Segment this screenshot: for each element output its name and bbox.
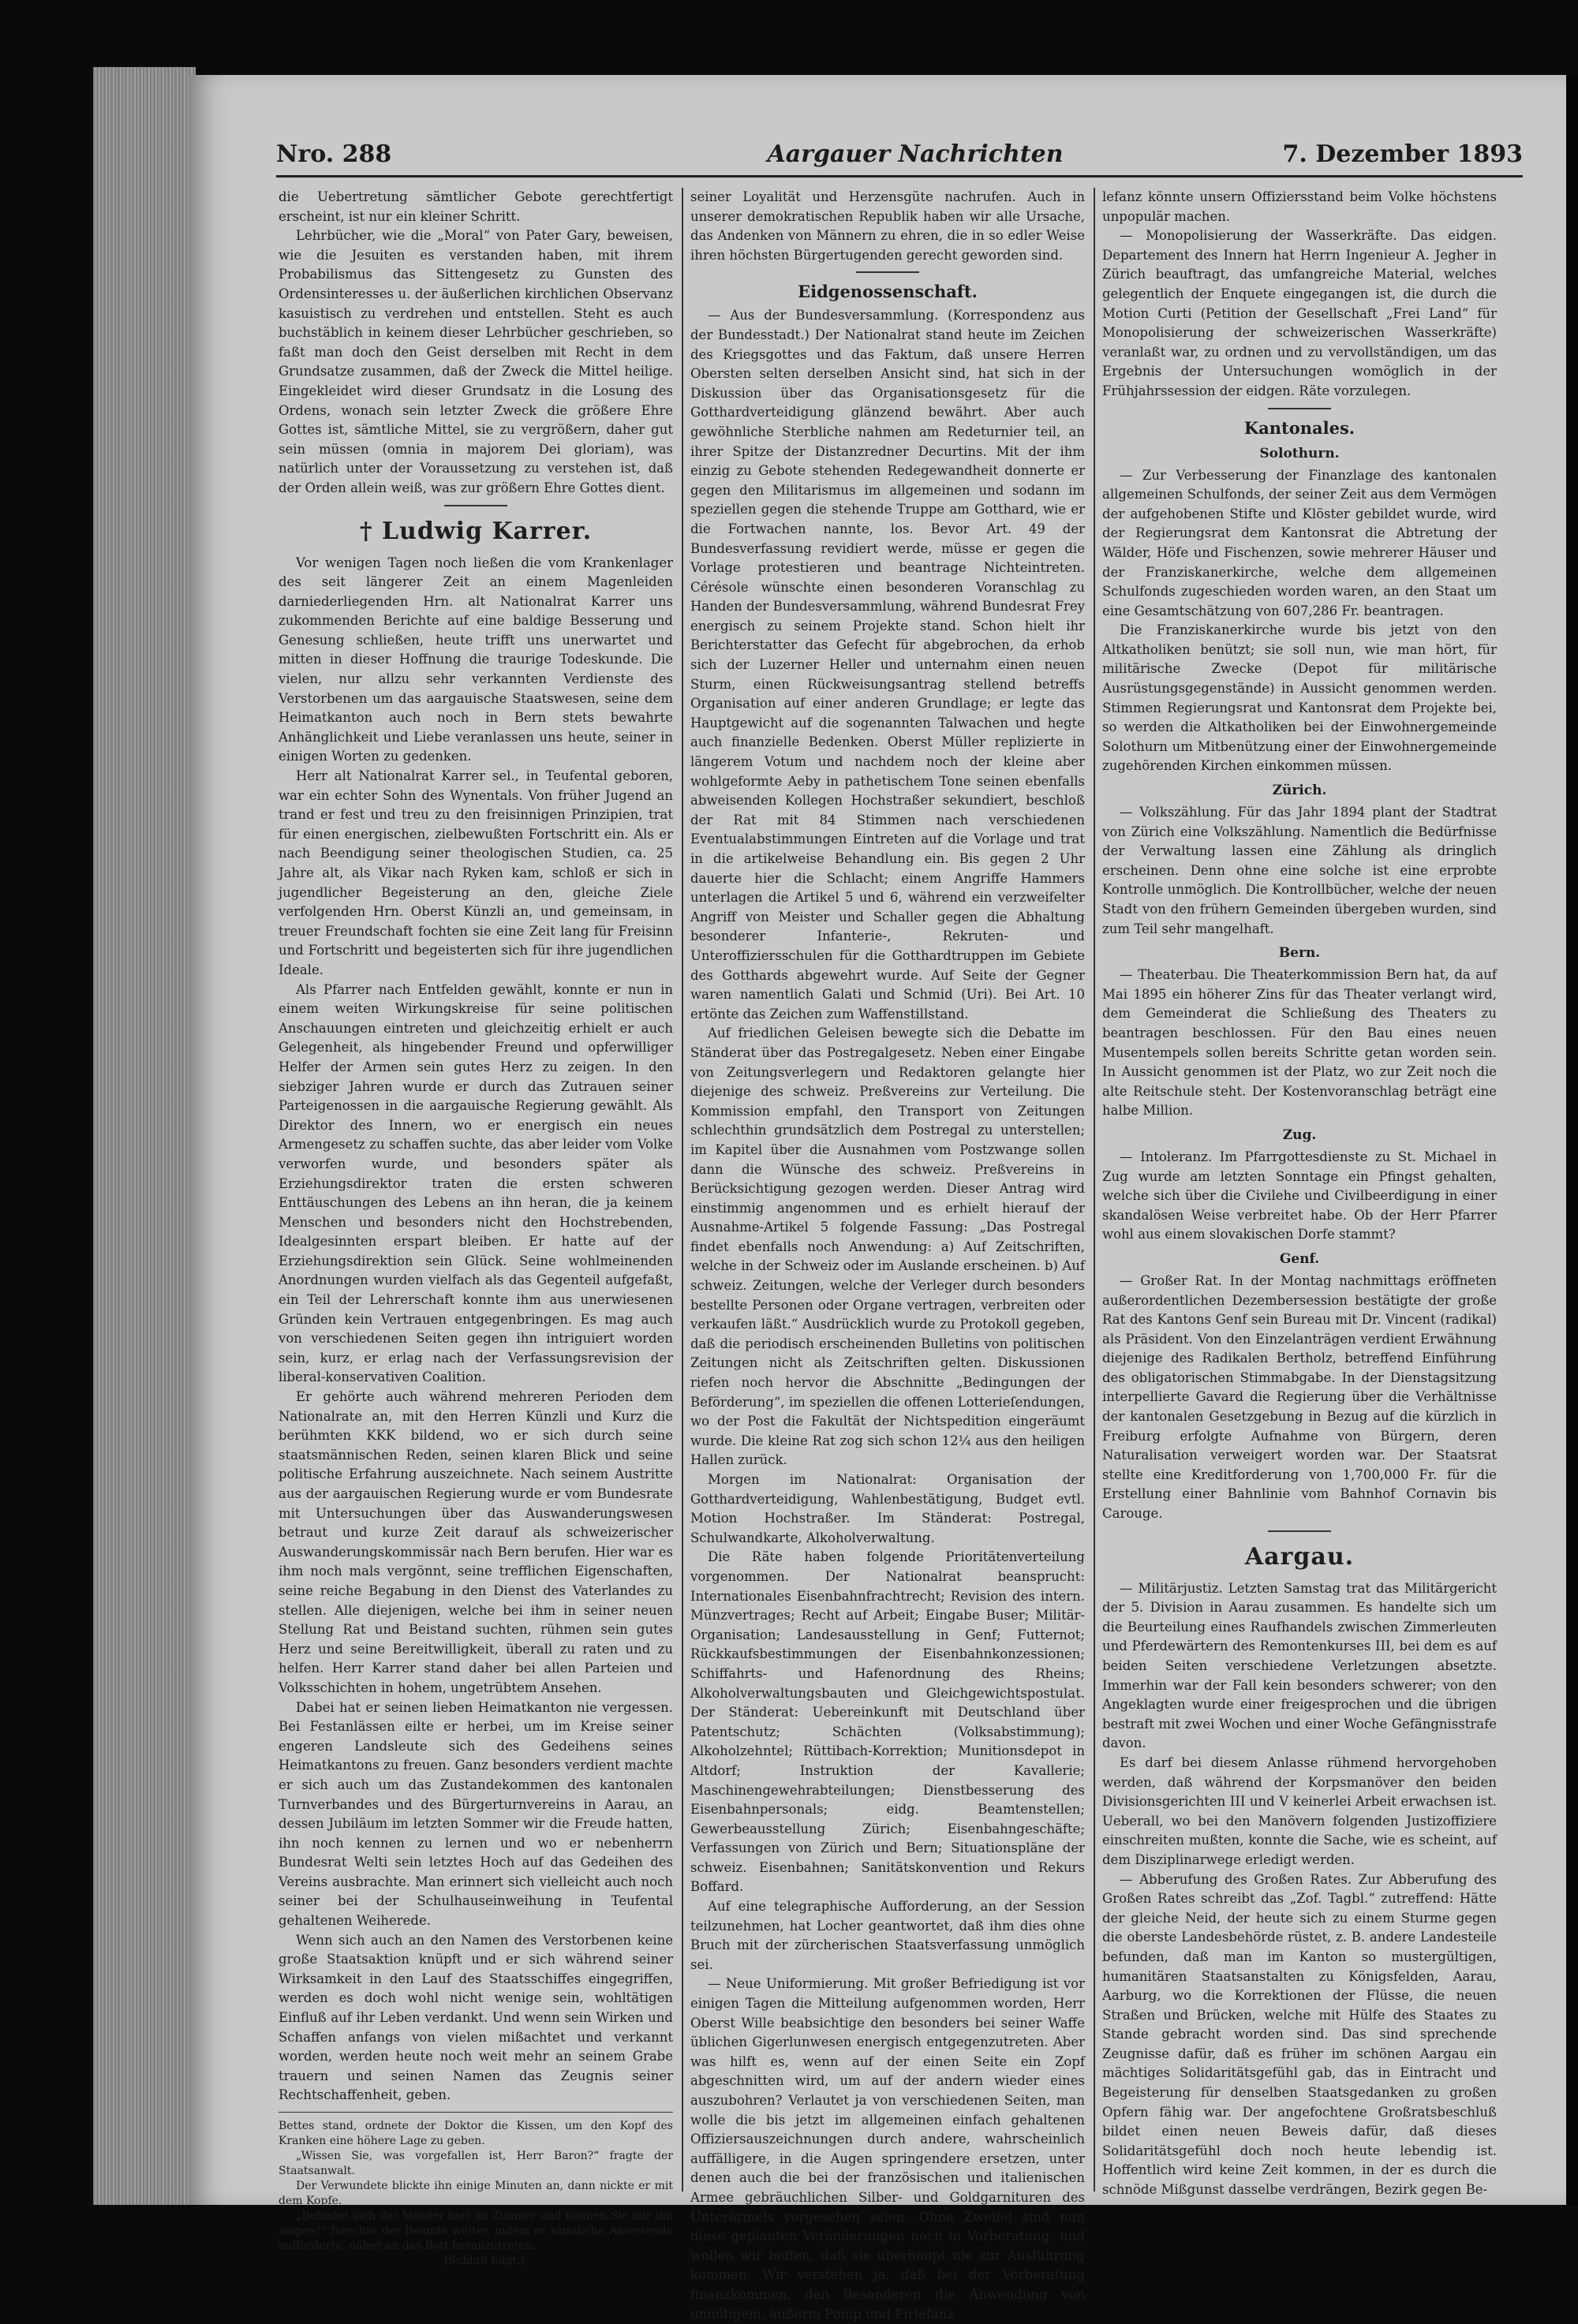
section-title: Aargau. xyxy=(1244,1542,1355,1571)
newspaper-title: Aargauer Nachrichten xyxy=(767,140,1064,168)
feuilleton-text: „Wissen Sie, was vorgefallen ist, Herr Baron?“ fragte der Staatsanwalt. xyxy=(279,2150,673,2177)
section-title: Kantonales. xyxy=(1243,417,1356,438)
book-page-edges xyxy=(93,67,196,2205)
separator xyxy=(1268,408,1331,409)
canton-heading: Zürich. xyxy=(1272,783,1327,799)
paragraph: lefanz könnte unsern Offiziersstand beim Volke höchstens unpopulär machen. xyxy=(1102,189,1497,224)
column-2 xyxy=(690,188,1085,2322)
issue-date: 7. Dezember 1893 xyxy=(1282,140,1523,168)
paragraph: Lehrbücher, wie die „Moral“ von Pater Gary, beweisen, wie die Jesuiten es verstanden haben, mit ihrem Probabilismus das Sittengesetz zu Gunsten des Ordensinteresses u. der äußerlichen kirchlichen Observanz kasuistisch zu verdrehen und entstellen. Steht es auch buchstäblich in keinem dieser Lehrbücher geschrieben, so faßt man doch den Geist derselben mit Recht in dem Grundsatze zusammen, daß der Zweck die Mittel heilige. Eingekleidet wird dieser Grundsatz in die Losung des Ordens, wonach sein letzter Zweck die größere Ehre Gottes ist, sämtliche Mittel, sie zu vergrößern, daher gut sein müssen (omnia in majorem Dei gloriam), was natürlich unter der Voraussetzung zu verstehen ist, daß der Orden allein weiß, was zur größern Ehre Gottes dient. xyxy=(279,228,673,495)
scan-border xyxy=(1566,75,1578,2205)
feuilleton-text: Bettes stand, ordnete der Doktor die Kissen, um den Kopf des Kranken eine höhere Lage zu geben. xyxy=(279,2120,673,2147)
paragraph: Es darf bei diesem Anlasse rühmend hervorgehoben werden, daß während der Korpsmanöver den beiden Divisionsgerichten III und V keinerlei Arbeit erwachsen ist. Ueberall, wo bei den Manövern folgenden Justizoffiziere einschreiten mußten, konnte die Sache, wie es scheint, auf dem Disziplinarwege erledigt werden. xyxy=(1102,1754,1497,1867)
paragraph: — Monopolisierung der Wasserkräfte. Das eidgen. Departement des Innern hat Herrn Ingenieur A. Jegher in Zürich beauftragt, das umfangreiche Material, welches gelegentlich der Enquete eingegangen ist, die durch die Motion Curti (Petition der Gesellschaft „Frei Land“ für Monopolisierung der schweizerischen Wasserkräfte) veranlaßt war, zu ordnen und zu vervollständigen, um das Ergebnis der Untersuchungen womöglich in der Frühjahrssession der eidgen. Räte vorzulegen. xyxy=(1102,228,1497,398)
column-divider xyxy=(682,188,683,2191)
section-title: Eidgenossenschaft. xyxy=(798,282,978,302)
paragraph: Er gehörte auch während mehreren Perioden dem Nationalrate an, mit den Herren Künzli und Kurz die berühmten KKK bildend, wo er sich durch seine staatsmännischen Reden, seinen klaren Blick und seine politische Erfahrung auszeichnete. Nach seinem Austritte aus der aargauischen Regierung wurde er vom Bundesrate mit Untersuchungen über das Auswanderungswesen betraut und kurze Zeit darauf als schweizerischer Auswanderungskommissär nach Bern berufen. Hier war es ihm noch mals vergönnt, seine trefflichen Eigenschaften, seine reiche Begabung in den Dienst des Vaterlandes zu stellen. Alle diejenigen, welche bei ihm in seiner neuen Stellung Rat und Beistand suchten, rühmen sein gutes Herz und seine Bereitwilligkeit, überall zu raten und zu helfen. Herr Karrer stand daher bei allen Parteien und Volksschichten in hohem, ungetrübtem Ansehen. xyxy=(279,1389,673,1695)
column-3 xyxy=(1102,188,1497,2198)
issue-number: Nro. 288 xyxy=(276,140,392,168)
canton-heading: Bern. xyxy=(1278,945,1321,962)
paragraph: — Militärjustiz. Letzten Samstag trat das Militärgericht der 5. Division in Aarau zusammen. Es handelte sich um die Beurteilung eines Raufhandels zwischen Zimmerleuten und Pferdewärtern des Remontenkurses III, bei dem es auf beiden Seiten verschiedene Verletzungen absetzte. Immerhin war der Fall kein besonders schwerer; von den Angeklagten wurde einer freigesprochen und die übrigen bestraft mit zwei Wochen und einer Woche Gefängnisstrafe davon. xyxy=(1102,1580,1497,1751)
canton-heading: Solothurn. xyxy=(1259,445,1340,461)
canton-heading: Zug. xyxy=(1282,1127,1317,1143)
separator xyxy=(444,505,507,506)
paragraph: — Großer Rat. In der Montag nachmittags eröffneten außerordentlichen Dezembersession bestätigte der große Rat des Kantons Genf sein Bureau mit Dr. Vincent (radikal) als Präsident. Von den Einzelanträgen verdient Erwähnung diejenige des Radikalen Bertholz, betreffend Einführung des obligatorischen Stimmabgabe. In der Dienstagsitzung interpellierte Gavard die Regierung über die Verhältnisse der kantonalen Gesetzgebung in Bezug auf die kürzlich in Freiburg erfolgte Aufnahme von Bürgern, deren Naturalisation verweigert worden war. Der Staatsrat stellte eine Kreditforderung von 1,700,000 Fr. für die Erstellung einer Bahnlinie vom Bahnhof Cornavin bis Carouge. xyxy=(1102,1272,1497,1522)
paragraph: Auf friedlichen Geleisen bewegte sich die Debatte im Ständerat über das Postregalgesetz. Neben einer Eingabe von Zeitungsverlegern und Redaktoren gelangte hier diejenige des schweiz. Preßvereins zur Verteilung. Die Kommission empfahl, den Transport von Zeitungen schlechthin grundsätzlich dem Postregal zu unterstellen; im Kapitel über die Ausnahmen vom Postzwange sollen dann die Wünsche des schweiz. Preßvereins in Berücksichtigung gezogen werden. Dieser Antrag wird einstimmig angenommen und es erhielt hierauf der Ausnahme-Artikel 5 folgende Fassung: „Das Postregal findet ebenfalls noch Anwendung: a) Auf Zeitschriften, welche in der Schweiz oder im Auslande erscheinen. b) Auf schweiz. Zeitungen, welche der Verleger durch besonders bestellte Personen oder Organe vertragen, verbreiten oder verkaufen läßt.“ Ausdrücklich wurde zu Protokoll gegeben, daß die periodisch erscheinenden Bulletins von politischen Zeitungen nicht als Zeitschriften gelten. Diskussionen riefen noch hervor die Abschnitte „Bedingungen der Beförderung“, im speziellen die offenen Lotterieſendungen, wo der Post die Fakultät der Nichtspedition eingeräumt wurde. Die kleine Rat zog sich schon 12¼ aus den heiligen Hallen zurück. xyxy=(690,1026,1085,1468)
paragraph: seiner Loyalität und Herzensgüte nachrufen. Auch in unserer demokratischen Republik haben wir alle Ursache, das Andenken von Männern zu ehren, die in so edler Weise ihren höchsten Bürgertugenden gerecht geworden sind. xyxy=(690,189,1085,263)
column-1 xyxy=(279,188,673,2267)
separator xyxy=(856,271,919,273)
paragraph: Auf eine telegraphische Aufforderung, an der Session teilzunehmen, hat Locher geantwortet, daß ihm dies ohne Bruch mit der zürcherischen Staatsverfassung unmöglich sei. xyxy=(690,1899,1085,1972)
continuation-note: (Schluß folgt.) xyxy=(444,2255,525,2267)
paragraph: Vor wenigen Tagen noch ließen die vom Krankenlager des seit längerer Zeit an einem Magenleiden darniederliegenden Hrn. alt Nationalrat Karrer uns zukommenden Berichte auf eine baldige Besserung und Genesung schließen, heute trifft uns unerwartet und mitten in dieser Hoffnung die traurige Todeskunde. Die vielen, nur allzu sehr verkannten Verdienste des Verstorbenen um das aargauische Staatswesen, seine dem Heimatkanton auch noch in Bern stets bewahrte Anhänglichkeit und Liebe veranlassen uns heute, seiner in einigen Worten zu gedenken. xyxy=(279,555,673,764)
paragraph: — Aus der Bundesversammlung. (Korrespondenz aus der Bundesstadt.) Der Nationalrat stand heute im Zeichen des Kriegsgottes und das Faktum, daß unsere Herren Obersten selten derselben Ansicht sind, hat sich in der Diskussion über das Organisationsgesetz für die Gotthardverteidigung glänzend bewährt. Aber auch gewöhnliche Sterbliche nahmen am Redeturnier teil, an ihrer Spitze der Distanzredner Decurtins. Mit der ihm einzig zu Gebote stehenden Redegewandheit donnerte er gegen den Militarismus im allgemeinen und sodann im speziellen gegen die stehende Truppe am Gotthard, wie er die Fortwachen nannte, los. Bevor Art. 49 der Bundesverfassung revidiert werde, müsse er gegen die Vorlage protestieren und beantrage Nichteintreten. Cérésole wünschte einen besonderen Voranschlag zu Handen der Bundesversammlung, während Bundesrat Frey energisch zu seinem Projekte stand. Schon hielt ihr Berichterstatter das Gefecht für abgebrochen, da erhob sich der Luzerner Heller und unternahm einen neuen Sturm, einen Rückweisungsantrag stellend betreffs Organisation auf einer anderen Grundlage; er legte das Hauptgewicht auf die sogenannten Talwachen und hegte auch finanzielle Bedenken. Oberst Müller replizierte in längerem Votum und nachdem noch der kleine aber wohlgeformte Aeby in pathetischem Tone seinen ebenfalls abweisenden Kollegen Hochstraßer sekundiert, beschloß der Rat mit 84 Stimmen nach verschiedenen Eventualabstimmungen Eintreten auf die Vorlage und trat in die artikelweise Behandlung ein. Bis gegen 2 Uhr dauerte hier die Schlacht; einem Angriffe Hammers unterlagen die Artikel 5 und 6, während ein verzweifelter Angriff von Meister und Schaller gegen die Abhaltung besonderer Infanterie-, Rekruten- und Unteroffiziersschulen für die Gotthardtruppen im Gebiete des Gotthards abgewehrt wurde. Auf Seite der Gegner waren namentlich Galati und Schmid (Uri). Bei Art. 10 ertönte das Zeichen zum Waffenstillstand. xyxy=(690,308,1085,1022)
paragraph: — Theaterbau. Die Theaterkommission Bern hat, da auf Mai 1895 ein höherer Zins für das Theater verlangt wird, dem Gemeinderat die Schließung des Theaters zu beantragen beschlossen. Für den Bau eines neuen Musentempels sollen bereits Schritte getan worden sein. In Aussicht genommen ist der Platz, wo zur Zeit noch die alte Reitschule steht. Der Kostenvoranschlag beträgt eine halbe Million. xyxy=(1102,967,1497,1119)
paragraph: — Intoleranz. Im Pfarrgottesdienste zu St. Michael in Zug wurde am letzten Sonntage ein Pfingst gehalten, welche sich über die Civilehe und Civilbeerdigung in einer skandalösen Weise verbreitet habe. Ob der Herr Pfarrer wohl aus einem slovakischen Dorfe stammt? xyxy=(1102,1149,1497,1242)
paragraph: Die Räte haben folgende Prioritätenverteilung vorgenommen. Der Nationalrat beansprucht: Internationales Eisenbahnfrachtrecht; Revision des intern. Münzvertrages; Recht auf Arbeit; Eingabe Buser; Militär-Organisation; Landesausstellung in Genf; Futternot; Rückkaufsbestimmungen der Eisenbahnkonzessionen; Schiffahrts- und Hafenordnung des Rheins; Alkoholverwaltungsbauten und Gleichgewichtspostulat. Der Ständerat: Uebereinkunft mit Deutschland über Patentschutz; Schächten (Volksabstimmung); Alkoholzehntel; Rüttibach-Korrektion; Munitionsdepot in Altdorf; Instruktion der Kavallerie; Maschinengewehrabteilungen; Dienstbesserung des Eisenbahnpersonals; eidg. Beamtenstellen; Gewerbeausstellung Zürich; Eisenbahngeschäfte; Verfassungen von Zürich und Bern; Situationspläne der schweiz. Eisenbahnen; Sanitätskonvention und Rekurs Boffard. xyxy=(690,1549,1085,1895)
column-divider xyxy=(1094,188,1095,2191)
paragraph: Herr alt Nationalrat Karrer sel., in Teufental geboren, war ein echter Sohn des Wynentals. Von früher Jugend an trand er fest und treu zu den freisinnigen Prinzipien, trat für einen energischen, zielbewußten Fortschritt ein. Als er nach Beendigung seiner theologischen Studien, ca. 25 Jahre alt, als Vikar nach Ryken kam, schloß er sich in jugendlicher Begeisterung an den, gleiche Ziele verfolgenden Hrn. Oberst Künzli an, und gemeinsam, in treuer Freundschaft fochten sie eine Zeit lang für Freisinn und Fortschritt und begeisterten sich für ihre jugendlichen Ideale. xyxy=(279,768,673,977)
obituary-title: † Ludwig Karrer. xyxy=(359,517,593,545)
paragraph: Wenn sich auch an den Namen des Verstorbenen keine große Staatsaktion knüpft und er sich während seiner Wirksamkeit in den Lauf des Staatsschiffes eingegriffen, werden es doch wohl nicht wenige sein, wohltätigen Einfluß auf ihr Leben verdankt. Und wenn sein Wirken und Schaffen anfangs von vielen mißachtet und verkannt worden, werden heute noch weit mehr an seinem Grabe trauern und seinen Namen das Zeugnis seiner Rechtschaffenheit, geben. xyxy=(279,1932,673,2103)
paragraph: — Neue Uniformierung. Mit großer Befriedigung ist vor einigen Tagen die Mitteilung aufgenommen worden, Herr Oberst Wille beabsichtige den besonders bei seiner Waffe üblichen Gigerlunwesen energisch entgegenzutreten. Aber was hilft es, wenn auf der einen Seite ein Zopf abgeschnitten wird, um auf der andern wieder eines auszubohren? Verlautet ja von verschiedenen Seiten, man wolle die bis jetzt im allgemeinen einfach gehaltenen Offiziersauszeichnungen durch andere, wahrscheinlich auffälligere, in die Augen springendere ersetzen, unter denen auch die bei der französischen und italienischen Armee gebräuchlichen Silber- und Goldgarnituren des Unterärmels vorgesehen seien. Ohne Zweifel sind nun diese geplanten Veränderungen noch in Vorberatung, und wollen wir hoffen, daß sie überhaupt nie zur Ausführung kommen. Wir verstehen ja, daß bei der Vorberatung finanzkommen, den Besonderen die Anwendung von unnötigem, äußerm Pomp und Firlefanz xyxy=(690,1976,1085,2322)
masthead-rule xyxy=(276,175,1523,177)
paragraph: Als Pfarrer nach Entfelden gewählt, konnte er nun in einem weiten Wirkungskreise für seine politischen Anschauungen eintreten und gleichzeitig erhielt er auch Gelegenheit, als hingebender Freund und opferwilliger Helfer der Armen sein gutes Herz zu zeigen. In den siebziger Jahren wurde er durch das Zutrauen seiner Parteigenossen in die aargauische Regierung gewählt. Als Direktor des Innern, wo er energisch ein neues Armengesetz zu schaffen suchte, das aber leider vom Volke verworfen wurde, und besonders später als Erziehungsdirektor traten die ersten schweren Enttäuschungen des Lebens an ihn heran, die ja keinem Menschen und besonders nicht den Hochstrebenden, Idealgesinnten erspart bleiben. Er hatte auf der Erziehungsdirektion sein Glück. Seine wohlmeinenden Anordnungen wurden vielfach als das Gegenteil aufgefaßt, ein Teil der Lehrerschaft konnte ihm aus unerwiesenen Gründen kein Vertrauen entgegenbringen. Es mag auch von verschiedenen Seiten gegen ihn intriguiert worden sein, kurz, er erlag nach der Verfassungsrevision der liberal-konservativen Coalition. xyxy=(279,981,673,1385)
separator xyxy=(1268,1530,1331,1532)
paragraph: — Zur Verbesserung der Finanzlage des kantonalen allgemeinen Schulfonds, der seiner Zeit aus dem Vermögen der aufgehobenen Stifte und Klöster gebildet wurde, wird der Regierungsrat dem Kantonsrat die Abtretung der Wälder, Höfe und Fischenzen, sowie mehrerer Häuser und der Franziskanerkirche, welche dem allgemeinen Schulfonds zugeschieden worden waren, an den Staat um eine Gesamtschätzung von 607,286 Fr. beantragen. xyxy=(1102,467,1497,618)
paragraph: — Volkszählung. Für das Jahr 1894 plant der Stadtrat von Zürich eine Volkszählung. Namentlich die Bedürfnisse der Verwaltung lassen eine Zählung als dringlich erscheinen. Denn ohne eine solche ist eine erprobte Kontrolle unmöglich. Die Kontrollbücher, welche der neuen Stadt von den frühern Gemeinden übergeben wurden, sind zum Teil sehr mangelhaft. xyxy=(1102,805,1497,936)
paragraph: — Abberufung des Großen Rates. Zur Abberufung des Großen Rates schreibt das „Zof. Tagbl.“ zutreffend: Hätte der gleiche Neid, der heute sich zu einem Sturme gegen die oberste Landesbehörde rüstet, z. B. andere Landesteile befunden, daß man im Kanton so mustergültigen, humanitären Staatsanstalten zu Königsfelden, Aarau, Aarburg, wo die Korrektionen der Flüsse, die neuen Straßen und Brücken, welche mit Hülfe des Staates zu Stande gebracht worden sind. Das sind sprechende Zeugnisse dafür, daß es früher im schönen Aargau ein mächtiges Solidaritätsgefühl gab, das in Eintracht und Begeisterung für denselben Staatsgedanken zu großen Opfern fähig war. Der angefochtene Großratsbeschluß bildet einen neuen Beweis dafür, daß dieses Solidaritätsgefühl doch noch heute lebendig ist. Hoffentlich wird keine Zeit kommen, in der es durch die schnöde Mißgunst dasselbe verdrängen, Bezirk gegen Be- xyxy=(1102,1871,1497,2198)
canton-heading: Genf. xyxy=(1279,1250,1320,1267)
paragraph: die Uebertretung sämtlicher Gebote gerechtfertigt erscheint, ist nur ein kleiner Schritt. xyxy=(279,189,673,224)
paragraph: Die Franziskanerkirche wurde bis jetzt von den Altkatholiken benützt; sie soll nun, wie man hört, für militärische Zwecke (Depot für militärische Ausrüstungsgegenstände) in Aussicht genommen werden. Stimmen Regierungsrat und Kantonsrat dem Projekte bei, so werden die Altkatholiken bei der Einwohnergemeinde Solothurn um Mitbenützung einer der Einwohnergemeinde zugehörenden Kirchen einkommen müssen. xyxy=(1102,622,1497,774)
paragraph: Morgen im Nationalrat: Organisation der Gotthardverteidigung, Wahlenbestätigung, Budget evtl. Motion Hochstraßer. Im Ständerat: Postregal, Schulwandkarte, Alkoholverwaltung. xyxy=(690,1472,1085,1545)
masthead xyxy=(276,140,1523,172)
paragraph: Dabei hat er seinen lieben Heimatkanton nie vergessen. Bei Festanlässen eilte er herbei, um im Kreise seiner engeren Landsleute sich des Gedeihens seines Heimatkantons zu freuen. Ganz besonders verdient machte er sich auch um das Zustandekommen des kantonalen Turnverbandes und des Bürgerturnvereins in Aarau, an dessen Jubiläum im letzten Sommer wir die Freude hatten, ihn noch kennen zu lernen und wo er nebenherrn Bundesrat Welti sein letztes Hoch auf das Gedeihen des Vereins ausbrachte. Man erinnert sich vielleicht auch noch seiner bei der Schulhauseinweihung in Teufental gehaltenen Weiherede. xyxy=(279,1699,673,1929)
feuilleton-rule xyxy=(279,2112,673,2113)
feuilleton-text: „Befindet sich der Mörder hier im Zimmer und können Sie mir ihn zeigen?“ forschte der Beamte weiter, indem er sämtliche Anwesende aufforderte, näher an das Bett heranzutreten. xyxy=(279,2210,673,2252)
feuilleton-text: Der Verwundete blickte ihn einige Minuten an, dann nickte er mit dem Kopfe. xyxy=(279,2180,673,2207)
